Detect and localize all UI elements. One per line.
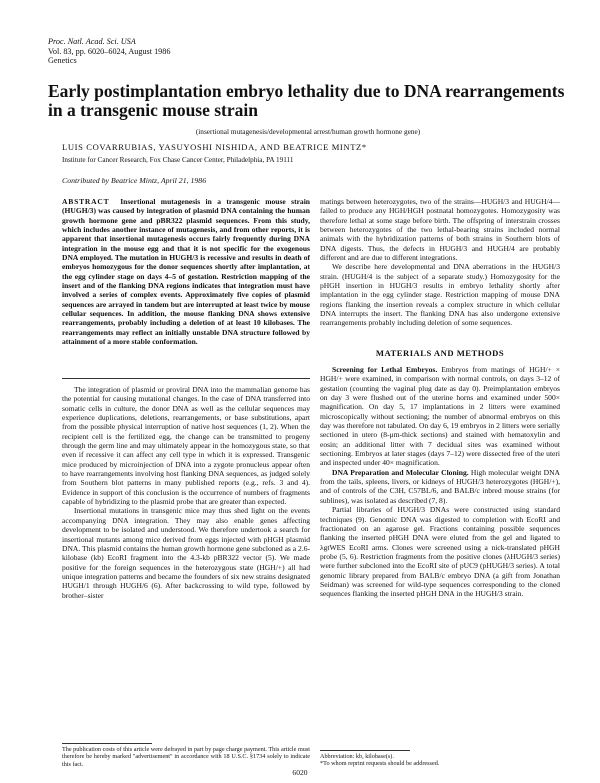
reprint-footnote: *To whom reprint requests should be addressed. <box>320 760 440 768</box>
subsection-heading: DNA Preparation and Molecular Cloning. <box>332 467 469 477</box>
right-footnote-divider <box>320 750 410 751</box>
abbreviation-footnote: Abbreviation: kb, kilobase(s). <box>320 753 394 760</box>
methods-text: Partial libraries of HUGH/3 DNAs were constructed using standard techniques (9). Genomic DNA was digested to completion with EcoRI and fractionated on an agarose gel. Fractions containing possible sequences flanking the inserted pHGH DNA were eluted from the gel and ligated to λgtWES EcoRI arms. Clones were screened using a nick-translated pHGH probe (5, 6). Restriction fragments from the positive clones (λHUGH/3 series) were further subcloned into the EcoRI site of pUC9 (pHUGH/3 series). A total genomic library prepared from BALB/c embryo DNA (a gift from Jonathan Seidman) was screened for wild-type sequences corresponding to the cloned sequences flanking the inserted pHGH DNA in the HUGH/3 strain. <box>320 505 560 599</box>
body-paragraph: We describe here developmental and DNA aberrations in the HUGH/3 strain. (HUGH/4 is the subject of a separate study.) Homozygosity for the pHGH insertion in HUGH/3 results in embryo lethality shortly after implantation in the egg cylinder stage. Restriction mapping of mouse DNA regions flanking the insertion reveals a complex structure in which cellular DNA interrupts the insert. The flanking DNA has also undergone extensive rearrangements probably including deletion of some sequences. <box>320 262 560 328</box>
body-paragraph: matings between heterozygotes, two of the strains—HUGH/3 and HUGH/4—failed to produce any HGH/HGH postnatal homozygotes. Homozygosity was therefore lethal at some stage before birth. The offspring of interstrain crosses between heterozygotes of the two lethal-bearing strains included normal animals with the hybridization patterns of both strains in Southern blots of DNA digests. Thus, the defects in HUGH/3 and HUGH/4 are probably different and are due to different integrations. <box>320 197 560 263</box>
keywords: (insertional mutagenesis/developmental arrest/human growth hormone gene) <box>195 127 421 136</box>
introduction <box>62 385 310 600</box>
abstract-label: ABSTRACT <box>62 197 110 206</box>
journal-name: Proc. Natl. Acad. Sci. USA <box>48 37 136 46</box>
methods-text: High molecular weight DNA from the tails, spleens, livers, or kidneys of HUGH/3 heterozygotes (HGH/+), and of controls of the C3H, C57BL/6, and BALB/c inbred mouse strains (for sublines), was isolated as described (7, 8). <box>320 467 560 505</box>
journal-volume: Vol. 83, pp. 6020–6024, August 1986 <box>48 46 171 56</box>
publication-cost-footnote: The publication costs of this article were defrayed in part by page charge payment. This article must therefore be hereby marked "advertisement" in accordance with 18 U.S.C. §1734 solely to indicate this fact. <box>62 746 310 768</box>
methods-section <box>320 365 560 599</box>
authors: LUIS COVARRUBIAS, YASUYOSHI NISHIDA, AND BEATRICE MINTZ* <box>62 142 367 152</box>
methods-text: Embryos from matings of HGH/+ × HGH/+ were examined, in comparison with normal controls, on days 3–12 of gestation (counting the vaginal plug date as day 0). Preimplantation embryos on day 3 were flushed out of the uterine horns and examined under 500× magnification. On day 5, 17 implantations in 2 litters were examined microscopically without sectioning; the number of abnormal embryos on this day was therefore not tabulated. On day 6, 19 embryos in 2 litters were serially sectioned in utero (8-μm-thick sections) and stained with hematoxylin and eosin; an additional litter with 7 decidual sites was examined without sectioning. Embryos at later stages (days 7–12) were dissected free of the uteri and inspected under 40× magnification. <box>320 365 560 468</box>
right-column-text <box>320 197 560 328</box>
article-title: Early postimplantation embryo lethality due to DNA rearrangements in a transgenic mouse strain <box>48 81 565 120</box>
journal-header <box>48 37 170 66</box>
page-number: 6020 <box>292 768 308 777</box>
intro-paragraph: Insertional mutations in transgenic mice may thus shed light on the events accompanying DNA integration. They may also enable genes affecting development to be isolated and understood. We therefore undertook a search for insertional mutants among mice derived from eggs injected with pHGH plasmid DNA. This plasmid contains the human growth hormone gene subcloned as a 2.6-kilobase (kb) EcoRI fragment into the 4.3-kb pBR322 vector (5). We made positive for the foreign sequences in the heterozygous state (HGH/+) all had unique integration patterns and became the founders of six new strains designated HUGH/1 through HUGH/6 (6). After backcrossing to wild type, followed by brother–sister <box>62 506 310 600</box>
footnote-divider <box>62 743 152 744</box>
methods-paragraph <box>320 468 560 505</box>
subsection-heading: Screening for Lethal Embryos. <box>332 365 438 374</box>
methods-paragraph <box>320 505 560 598</box>
abstract-divider <box>62 378 310 379</box>
abstract-text: Insertional mutagenesis in a transgenic mouse strain (HUGH/3) was caused by integration of plasmid DNA containing the human growth hormone gene and pBR322 plasmid sequences. From this study, which includes another instance of mutagenesis, and from other reports, it is apparent that insertional mutagenesis occurs fairly frequently during DNA integration in the mouse egg and that it is not specific for the exogenous DNA employed. The mutation in HUGH/3 is recessive and results in death of embryos homozygous for the donor sequences shortly after implantation, at the egg cylinder stage on days 4–5 of gestation. Restriction mapping of the insert and of the flanking DNA regions indicates that integration must have involved a series of complex events. Approximately five copies of plasmid sequences are arrayed in tandem but are interrupted at least twice by mouse cellular sequences. In addition, the mouse flanking DNA shows extensive rearrangements, probably including a deletion of at least 10 kilobases. The rearrangements may reflect an initially unstable DNA structure followed by attainment of a more stable conformation. <box>62 197 310 347</box>
affiliation: Institute for Cancer Research, Fox Chase Cancer Center, Philadelphia, PA 19111 <box>62 156 294 164</box>
methods-paragraph <box>320 365 560 468</box>
intro-paragraph: The integration of plasmid or proviral DNA into the mammalian genome has the potential for causing mutational changes. In the case of DNA transferred into somatic cells in culture, the donor DNA as well as the cellular sequences may experience duplications, deletions, rearrangements, or base substitutions, apart from the possible physical interruption of native host sequences (1, 2). When the recipient cell is the fertilized egg, the change can be transmitted to progeny through the germ line and may ultimately appear in the homozygous state, so that even if recessive it can affect any cell type in which it is expressed. Transgenic mice produced by microinjection of DNA into a zygote pronucleus appear often to have rearrangements involving host flanking DNA sequences, as judged solely from Southern blot patterns in many published reports (e.g., refs. 3 and 4). Evidence in support of this conclusion is the occurrence of numbers of fragments capable of hybridizing to the plasmid probe that are greater than expected. <box>62 385 310 507</box>
abstract <box>62 197 310 347</box>
journal-section: Genetics <box>48 56 77 66</box>
right-footnotes <box>320 753 560 768</box>
methods-heading: MATERIALS AND METHODS <box>375 348 505 358</box>
contributed-line: Contributed by Beatrice Mintz, April 21, 1986 <box>62 176 207 185</box>
